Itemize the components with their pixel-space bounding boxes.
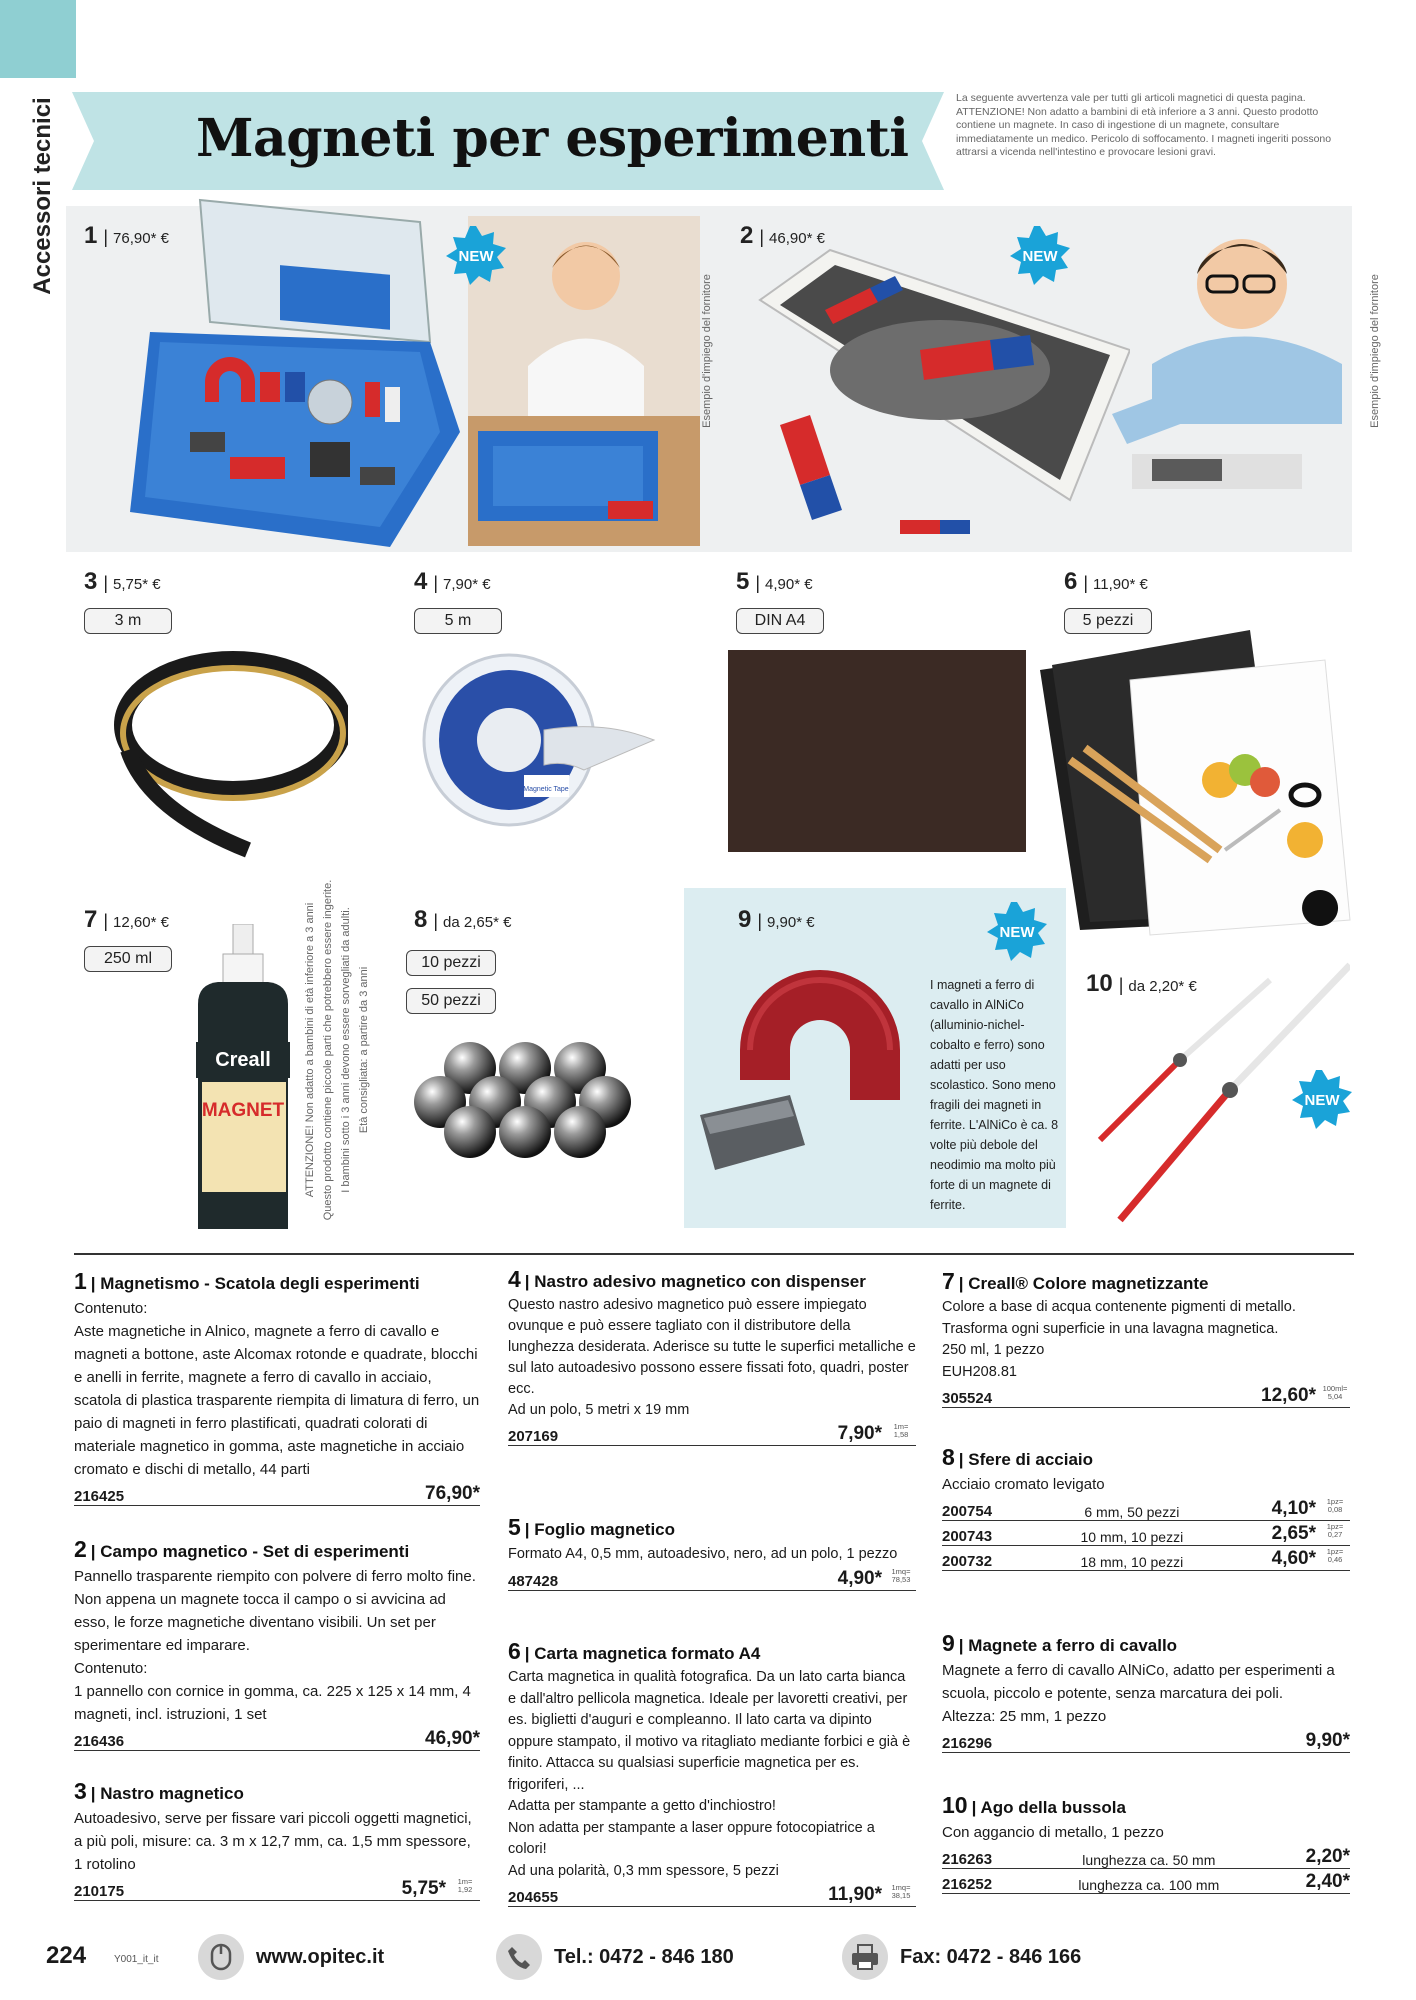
- table-row: 200754 6 mm, 50 pezzi 4,10* 1pz= 0,08: [942, 1496, 1350, 1521]
- photo-label-10: 10 | da 2,20* €: [1086, 970, 1197, 997]
- size-tag-7: 250 ml: [84, 946, 172, 972]
- new-badge-icon: [1292, 1070, 1352, 1130]
- photo-label-7: 7 | 12,60* €: [84, 906, 169, 933]
- size-tag-5: DIN A4: [736, 608, 824, 634]
- size-tag-4: 5 m: [414, 608, 502, 634]
- boy-with-field-image: [1092, 214, 1350, 504]
- size-tag-8b: 50 pezzi: [406, 988, 496, 1014]
- page-title: Magneti per esperimenti: [196, 108, 909, 169]
- section-color-tab: [0, 0, 76, 78]
- size-tag-3: 3 m: [84, 608, 172, 634]
- photo-label-3: 3 | 5,75* €: [84, 568, 161, 595]
- warning-vertical-4: Età consigliata: a partire da 3 anni: [358, 966, 370, 1134]
- new-badge-icon: [446, 226, 506, 286]
- table-row: 216263 lunghezza ca. 50 mm 2,20*: [942, 1846, 1350, 1868]
- example-note-2: Esempio d'impiego del fornitore: [1369, 274, 1381, 428]
- table-row: 216252 lunghezza ca. 100 mm 2,40*: [942, 1871, 1350, 1893]
- table-row: 200732 18 mm, 10 pezzi 4,60* 1pz= 0,46: [942, 1546, 1350, 1571]
- alnico-note: I magneti a ferro di cavallo in AlNiCo (alluminio-nichel-cobalto e ferro) sono adatti per uso scolastico. Sono meno fragili dei magneti in ferrite. L'AlNiCo è ca. 8 volte più debole del neodimio ma molto più forte di un magnete di ferrite.: [930, 978, 1059, 1212]
- warning-vertical-3: I bambini sotto i 3 anni devono essere sorvegliati da adulti.: [340, 907, 352, 1193]
- catalog-code: Y001_it_it: [114, 1954, 159, 1965]
- photo-label-5: 5 | 4,90* €: [736, 568, 813, 595]
- product-10-block: 10 | Ago della bussola Con aggancio di metallo, 1 pezzo 216263 lunghezza ca. 50 mm 2,20* 216252 lunghezza ca. 100 mm 2,40*: [942, 1792, 1350, 1893]
- warning-vertical-1: ATTENZIONE! Non adatto a bambini di età inferiore a 3 anni: [304, 902, 316, 1198]
- product-6-block: 6 | Carta magnetica formato A4 Carta magnetica in qualità fotografica. Da un lato carta bianca e dall'altro pellicola magnetica. Ideale per lavoretti creativi, per es. biglietti d'auguri e compleanno. Il lato carta va dipinto oppure stampato, il motivo va ritagliato mediante forbici e già è finito. Attacca su qualsiasi superficie magnetica per es. frigoriferi, ... Adatta per stampante a getto d'inchiostro! Non adatta per stampante a laser oppure fotocopiatrice a colori! Ad una polarità, 0,3 mm spessore, 5 pezzi 204655 11,90* 1mq= 38,15: [508, 1638, 916, 1907]
- photo-label-9: 9 | 9,90* €: [738, 906, 815, 933]
- section-label: Accessori tecnici: [29, 97, 56, 295]
- size-tag-8a: 10 pezzi: [406, 950, 496, 976]
- phone-icon: [496, 1934, 542, 1980]
- svg-text:Magnetic Tape: Magnetic Tape: [523, 786, 569, 793]
- svg-text:NEW: NEW: [458, 248, 494, 265]
- divider: [74, 1253, 1354, 1255]
- new-badge-icon: [1010, 226, 1070, 286]
- magnetic-field-set-image: [740, 240, 1130, 540]
- photo-label-1: 1 | 76,90* €: [84, 222, 169, 249]
- size-tag-6: 5 pezzi: [1064, 608, 1152, 634]
- product-4-block: 4 | Nastro adesivo magnetico con dispenser Questo nastro adesivo magnetico può essere impiegato ovunque e può essere tagliato con il distributore della lunghezza desiderata. Aderisce su tutte le superfici metalliche e sul lato autoadesivo possono essere fissati foto, quadri, poster ecc. Ad un polo, 5 metri x 19 mm 207169 7,90* 1m= 1,58: [508, 1266, 916, 1445]
- magnetic-sheet-image: [728, 650, 1026, 852]
- product-3-block: 3 | Nastro magnetico Autoadesivo, serve per fissare vari piccoli oggetti magnetici, a più poli, misure: ca. 3 m x 12,7 mm, ca. 1,5 mm spessore, 1 rotolino 210175 5,75* 1m= 1,92: [74, 1778, 480, 1901]
- example-note-1: Esempio d'impiego del fornitore: [701, 274, 713, 428]
- experiment-box-image: [130, 192, 460, 552]
- table-row: 200743 10 mm, 10 pezzi 2,65* 1pz= 0,27: [942, 1521, 1350, 1546]
- magnet-warning: La seguente avvertenza vale per tutti gli articoli magnetici di questa pagina. ATTENZIONE! Non adatto a bambini di età inferiore a 3 anni. Questo prodotto contiene un magnete. In caso di ingestione di un magnete, consultare immediatamente un medico. Pericolo di soffocamento. I magneti ingeriti possono attrarsi a vicenda nell'intestino e provocare lesioni gravi.: [956, 92, 1332, 158]
- creall-paint-bottle-image: [188, 924, 300, 1234]
- svg-text:NEW: NEW: [1022, 248, 1058, 265]
- product-9-block: 9 | Magnete a ferro di cavallo Magnete a ferro di cavallo AlNiCo, adatto per esperimenti a scuola, piccolo e potente, senza marcatura dei poli. Altezza: 25 mm, 1 pezzo 216296 9,90*: [942, 1630, 1350, 1752]
- fax-number[interactable]: Fax: 0472 - 846 166: [900, 1946, 1082, 1968]
- magnetic-tape-roll-image: [88, 640, 348, 860]
- website-link[interactable]: www.opitec.it: [256, 1946, 385, 1968]
- photo-label-8: 8 | da 2,65* €: [414, 906, 512, 933]
- svg-text:NEW: NEW: [1304, 1092, 1340, 1109]
- product-2-block: 2 | Campo magnetico - Set di esperimenti Pannello trasparente riempito con polvere di ferro molto fine. Non appena un magnete tocca il campo o si avvicina ad esso, le forze magnetiche diventano visibili. Un set per sperimentare ed imparare. Contenuto: 1 pannello con cornice in gomma, ca. 225 x 125 x 14 mm, 4 magneti, incl. istruzioni, 1 set 216436 46,90*: [74, 1536, 480, 1750]
- tape-dispenser-image: [414, 650, 664, 840]
- steel-balls-image: [410, 1040, 650, 1160]
- fax-icon: [842, 1934, 888, 1980]
- phone-number[interactable]: Tel.: 0472 - 846 180: [554, 1946, 734, 1968]
- warning-vertical-2: Questo prodotto contiene piccole parti che potrebbero essere ingerite.: [322, 879, 334, 1221]
- magnetic-paper-image: [1040, 620, 1380, 940]
- mouse-icon: [198, 1934, 244, 1980]
- product-1-block: 1 | Magnetismo - Scatola degli esperimenti Contenuto: Aste magnetiche in Alnico, magnete a ferro di cavallo e magneti a bottone, aste Alcomax rotonde e quadrate, blocchi e anelli in ferrite, magnete a ferro di cavallo in acciaio, scatola di plastica trasparente riempita di limatura di ferro, un paio di magneti in ferro plastificati, quadrati colorati di materiale magnetico in gomma, aste magnetiche in acciaio cromato e dischi di metallo, 44 parti 216425 76,90*: [74, 1268, 480, 1505]
- photo-label-4: 4 | 7,90* €: [414, 568, 491, 595]
- photo-label-2: 2 | 46,90* €: [740, 222, 825, 249]
- horseshoe-magnet-image: [690, 940, 930, 1190]
- product-5-block: 5 | Foglio magnetico Formato A4, 0,5 mm, autoadesivo, nero, ad un polo, 1 pezzo 487428 4,90* 1mq= 78,53: [508, 1514, 916, 1591]
- new-badge-icon: [987, 902, 1047, 962]
- product-8-block: 8 | Sfere di acciaio Acciaio cromato levigato 200754 6 mm, 50 pezzi 4,10* 1pz= 0,08 200743 10 mm, 10 pezzi 2,65* 1pz= 0,27 200732 18 mm, 10 pezzi 4,60* 1pz= 0,46: [942, 1444, 1350, 1571]
- page-number: 224: [46, 1942, 87, 1969]
- svg-text:Creall: Creall: [215, 1049, 271, 1071]
- svg-text:MAGNET: MAGNET: [201, 1100, 285, 1121]
- product-7-block: 7 | Creall® Colore magnetizzante Colore a base di acqua contenente pigmenti di metallo. Trasforma ogni superficie in una lavagna magnetica. 250 ml, 1 pezzo EUH208.81 305524 12,60* 100ml= 5,04: [942, 1268, 1350, 1408]
- svg-text:NEW: NEW: [999, 924, 1035, 941]
- photo-label-6: 6 | 11,90* €: [1064, 568, 1148, 595]
